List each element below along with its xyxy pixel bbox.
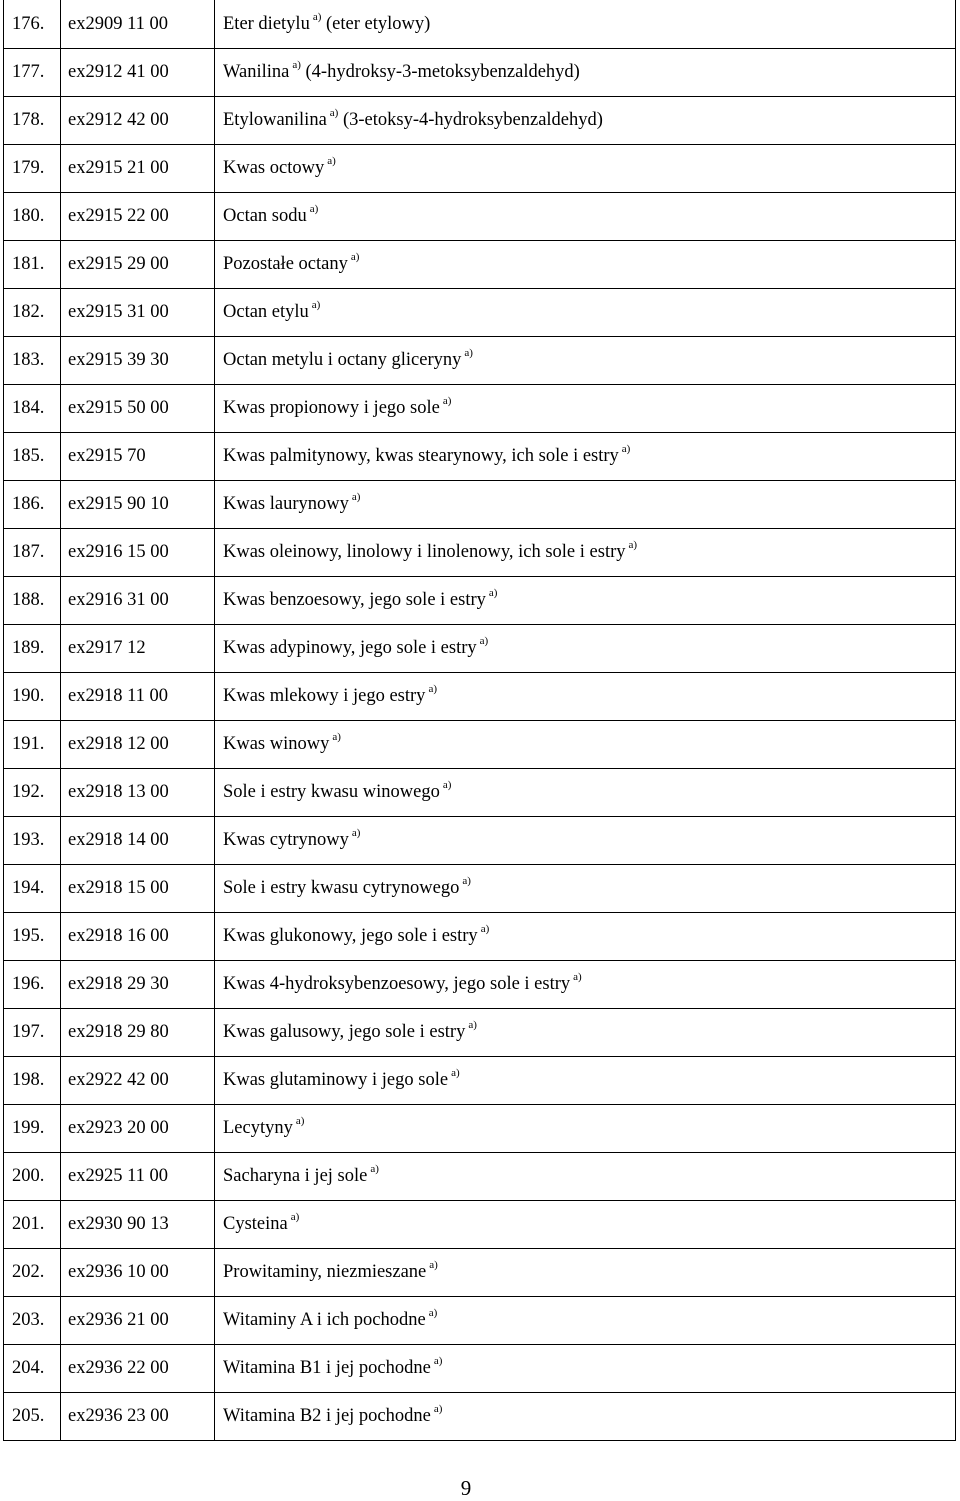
table-row <box>4 769 956 817</box>
substance-name-text: Lecytyny <box>223 1118 293 1139</box>
table-row <box>4 961 956 1009</box>
substance-name <box>215 1057 956 1105</box>
substance-name-text: Kwas oleinowy, linolowy i linolenowy, ich sole i estry <box>223 542 626 563</box>
cn-code: ex2916 15 00 <box>61 529 215 577</box>
table-row <box>4 97 956 145</box>
footnote-marker: a) <box>442 395 452 408</box>
row-number: 197. <box>4 1009 61 1057</box>
footnote-marker: a) <box>295 1115 305 1128</box>
cn-code: ex2916 31 00 <box>61 577 215 625</box>
substance-name-text: Sacharyna i jej sole <box>223 1166 368 1187</box>
substance-name-text: Kwas galusowy, jego sole i estry <box>223 1022 466 1043</box>
substance-name-text: Kwas mlekowy i jego estry <box>223 686 426 707</box>
table-row <box>4 625 956 673</box>
footnote-marker: a) <box>468 1019 477 1032</box>
cn-code: ex2936 21 00 <box>61 1297 215 1345</box>
table-row <box>4 529 956 577</box>
cn-code: ex2915 50 00 <box>61 385 215 433</box>
row-number: 189. <box>4 625 61 673</box>
cn-code: ex2922 42 00 <box>61 1057 215 1105</box>
table-row <box>4 1297 956 1345</box>
footnote-marker: a) <box>332 731 341 744</box>
cn-code: ex2918 29 80 <box>61 1009 215 1057</box>
table-row <box>4 1393 956 1441</box>
cn-code: ex2918 29 30 <box>61 961 215 1009</box>
table-row <box>4 433 956 481</box>
row-number: 176. <box>4 0 61 49</box>
table-row <box>4 385 956 433</box>
substance-name-text: Kwas benzoesowy, jego sole i estry <box>223 590 486 611</box>
cn-code: ex2930 90 13 <box>61 1201 215 1249</box>
substance-name <box>215 577 956 625</box>
cn-code: ex2912 41 00 <box>61 49 215 97</box>
table-row <box>4 1057 956 1105</box>
row-number: 205. <box>4 1393 61 1441</box>
table-body <box>4 0 956 1441</box>
footnote-marker: a) <box>479 635 489 648</box>
substance-name <box>215 1297 956 1345</box>
substance-name-text: Sole i estry kwasu cytrynowego <box>223 878 460 899</box>
substance-name <box>215 1009 956 1057</box>
footnote-marker: a) <box>290 1211 300 1224</box>
substance-name <box>215 145 956 193</box>
table-row <box>4 673 956 721</box>
substance-name-text: Kwas glutaminowy i jego sole <box>223 1070 449 1091</box>
substance-name-text: Etylowanilina <box>223 110 327 131</box>
footnote-marker: a) <box>428 683 437 696</box>
cn-code: ex2915 70 <box>61 433 215 481</box>
row-number: 199. <box>4 1105 61 1153</box>
cn-code: ex2915 31 00 <box>61 289 215 337</box>
substance-name <box>215 529 956 577</box>
table-row <box>4 241 956 289</box>
table-row <box>4 193 956 241</box>
substance-name <box>215 673 956 721</box>
cn-code: ex2915 21 00 <box>61 145 215 193</box>
row-number: 182. <box>4 289 61 337</box>
substance-name <box>215 721 956 769</box>
row-number: 178. <box>4 97 61 145</box>
substance-name <box>215 289 956 337</box>
substance-name-suffix: (3-etoksy-4-hydroksybenzaldehyd) <box>342 110 603 131</box>
row-number: 195. <box>4 913 61 961</box>
footnote-marker: a) <box>312 10 322 23</box>
substance-name-text: Cysteina <box>223 1214 288 1235</box>
table-row <box>4 1201 956 1249</box>
footnote-marker: a) <box>351 491 361 504</box>
substance-name <box>215 1105 956 1153</box>
row-number: 190. <box>4 673 61 721</box>
substance-name-text: Kwas cytrynowy <box>223 830 349 851</box>
row-number: 193. <box>4 817 61 865</box>
substance-name <box>215 865 956 913</box>
substance-name <box>215 241 956 289</box>
row-number: 180. <box>4 193 61 241</box>
table-row <box>4 1249 956 1297</box>
substance-name-text: Octan etylu <box>223 302 309 323</box>
table-row <box>4 481 956 529</box>
cn-code: ex2918 14 00 <box>61 817 215 865</box>
cn-code: ex2936 10 00 <box>61 1249 215 1297</box>
table-row <box>4 1153 956 1201</box>
cn-code: ex2918 11 00 <box>61 673 215 721</box>
table-row <box>4 577 956 625</box>
row-number: 196. <box>4 961 61 1009</box>
substance-name-text: Wanilina <box>223 62 290 83</box>
row-number: 185. <box>4 433 61 481</box>
row-number: 198. <box>4 1057 61 1105</box>
table-row <box>4 817 956 865</box>
cn-code: ex2918 13 00 <box>61 769 215 817</box>
substance-name-text: Octan sodu <box>223 206 307 227</box>
row-number: 177. <box>4 49 61 97</box>
substance-name <box>215 1345 956 1393</box>
substance-name <box>215 625 956 673</box>
substance-name <box>215 1153 956 1201</box>
row-number: 184. <box>4 385 61 433</box>
footnote-marker: a) <box>442 779 452 792</box>
row-number: 187. <box>4 529 61 577</box>
substance-name <box>215 1201 956 1249</box>
footnote-marker: a) <box>628 539 638 552</box>
table-row <box>4 145 956 193</box>
cn-code: ex2918 12 00 <box>61 721 215 769</box>
substance-name-text: Witamina B2 i jej pochodne <box>223 1406 431 1427</box>
table-row <box>4 913 956 961</box>
table-row <box>4 49 956 97</box>
substance-name-text: Witamina B1 i jej pochodne <box>223 1358 431 1379</box>
substance-name <box>215 769 956 817</box>
substance-name <box>215 337 956 385</box>
footnote-marker: a) <box>292 59 301 72</box>
row-number: 188. <box>4 577 61 625</box>
footnote-marker: a) <box>488 587 498 600</box>
substance-name-text: Prowitaminy, niezmieszane <box>223 1262 427 1283</box>
substance-name-text: Eter dietylu <box>223 13 310 34</box>
row-number: 192. <box>4 769 61 817</box>
footnote-marker: a) <box>573 971 582 984</box>
footnote-marker: a) <box>433 1403 443 1416</box>
substance-name-text: Kwas winowy <box>223 734 330 755</box>
table-row <box>4 289 956 337</box>
footnote-marker: a) <box>327 155 336 168</box>
substance-name-text: Pozostałe octany <box>223 254 348 275</box>
substance-name-suffix: (eter etylowy) <box>326 13 431 34</box>
substance-name-text: Kwas octowy <box>223 158 325 179</box>
substance-name-text: Kwas glukonowy, jego sole i estry <box>223 926 478 947</box>
footnote-marker: a) <box>462 875 471 888</box>
substance-name <box>215 0 956 49</box>
footnote-marker: a) <box>370 1163 379 1176</box>
cn-code: ex2918 15 00 <box>61 865 215 913</box>
substance-name <box>215 481 956 529</box>
footnote-marker: a) <box>329 107 339 120</box>
row-number: 204. <box>4 1345 61 1393</box>
substance-name <box>215 817 956 865</box>
substance-name <box>215 1393 956 1441</box>
cn-code: ex2915 29 00 <box>61 241 215 289</box>
table-row <box>4 0 956 49</box>
cn-code: ex2915 39 30 <box>61 337 215 385</box>
substance-name-text: Kwas laurynowy <box>223 494 349 515</box>
row-number: 186. <box>4 481 61 529</box>
cn-code: ex2915 90 10 <box>61 481 215 529</box>
substance-name <box>215 97 956 145</box>
substance-name <box>215 961 956 1009</box>
cn-code: ex2912 42 00 <box>61 97 215 145</box>
cn-code: ex2936 22 00 <box>61 1345 215 1393</box>
table-row <box>4 1009 956 1057</box>
footnote-marker: a) <box>351 827 361 840</box>
page-number: 9 <box>460 1476 472 1500</box>
cn-code: ex2909 11 00 <box>61 0 215 49</box>
table-row <box>4 1345 956 1393</box>
substance-name-text: Sole i estry kwasu winowego <box>223 782 440 803</box>
footnote-marker: a) <box>451 1067 460 1080</box>
substance-name <box>215 193 956 241</box>
substance-name-text: Kwas adypinowy, jego sole i estry <box>223 638 477 659</box>
row-number: 179. <box>4 145 61 193</box>
footnote-marker: a) <box>429 1259 438 1272</box>
substance-name <box>215 49 956 97</box>
row-number: 191. <box>4 721 61 769</box>
row-number: 183. <box>4 337 61 385</box>
cn-code: ex2918 16 00 <box>61 913 215 961</box>
cn-code: ex2936 23 00 <box>61 1393 215 1441</box>
row-number: 202. <box>4 1249 61 1297</box>
footnote-marker: a) <box>480 923 490 936</box>
substance-name <box>215 433 956 481</box>
cn-code: ex2923 20 00 <box>61 1105 215 1153</box>
substance-name <box>215 385 956 433</box>
table-row <box>4 1105 956 1153</box>
footnote-marker: a) <box>428 1307 438 1320</box>
tariff-table <box>3 0 956 1441</box>
cn-code: ex2917 12 <box>61 625 215 673</box>
row-number: 201. <box>4 1201 61 1249</box>
cn-code: ex2925 11 00 <box>61 1153 215 1201</box>
table-row <box>4 865 956 913</box>
substance-name-suffix: (4-hydroksy-3-metoksybenzaldehyd) <box>305 62 580 83</box>
cn-code: ex2915 22 00 <box>61 193 215 241</box>
table-row <box>4 721 956 769</box>
footnote-marker: a) <box>309 203 319 216</box>
substance-name-text: Kwas propionowy i jego sole <box>223 398 440 419</box>
footnote-marker: a) <box>311 299 321 312</box>
row-number: 200. <box>4 1153 61 1201</box>
row-number: 203. <box>4 1297 61 1345</box>
substance-name <box>215 913 956 961</box>
substance-name-text: Witaminy A i ich pochodne <box>223 1310 426 1331</box>
substance-name-text: Octan metylu i octany gliceryny <box>223 350 462 371</box>
substance-name-text: Kwas palmitynowy, kwas stearynowy, ich sole i estry <box>223 446 619 467</box>
table-row <box>4 337 956 385</box>
row-number: 181. <box>4 241 61 289</box>
footnote-marker: a) <box>621 443 631 456</box>
footnote-marker: a) <box>433 1355 443 1368</box>
footnote-marker: a) <box>350 251 360 264</box>
substance-name-text: Kwas 4-hydroksybenzoesowy, jego sole i estry <box>223 974 571 995</box>
row-number: 194. <box>4 865 61 913</box>
footnote-marker: a) <box>464 347 473 360</box>
substance-name <box>215 1249 956 1297</box>
